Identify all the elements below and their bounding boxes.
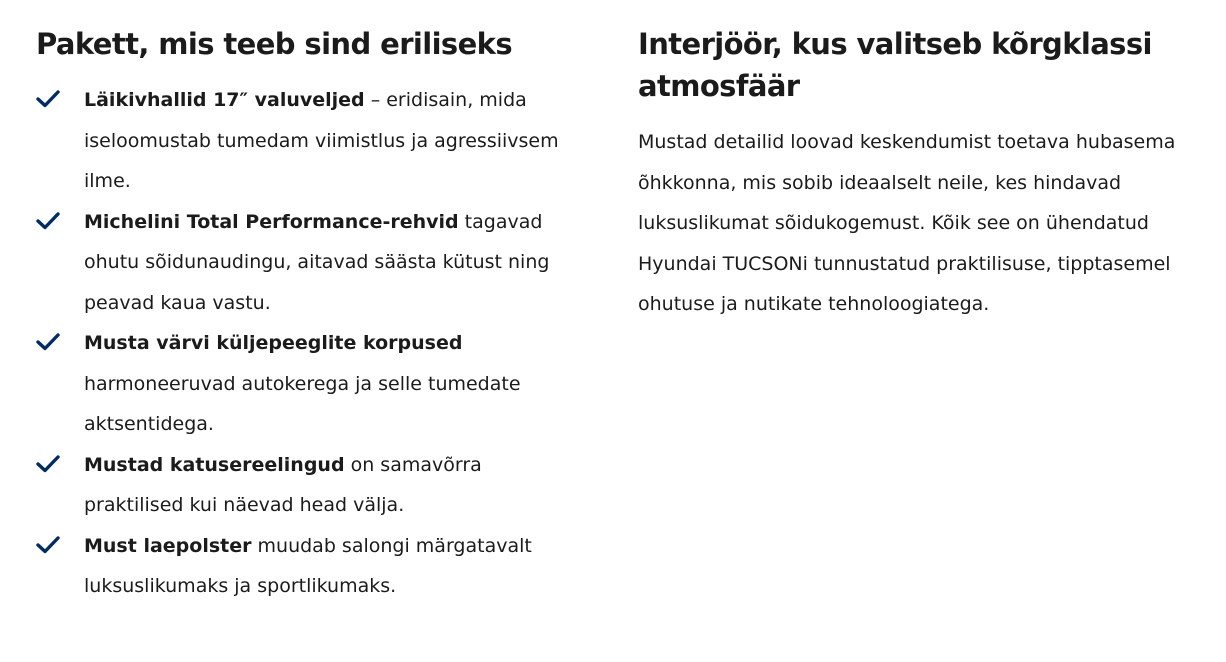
feature-title: Michelini Total Performance-rehvid — [84, 210, 459, 233]
checkmark-icon — [36, 333, 60, 351]
feature-description: – eridisain, mida iseloomustab tumedam viimistlus ja agressiivsem ilme. — [84, 89, 559, 192]
feature-description: harmoneeruvad autokerega ja selle tumedate aktsentidega. — [84, 372, 521, 435]
checkmark-icon — [36, 90, 60, 108]
feature-item-mirrors — [36, 323, 571, 445]
feature-title: Must laepolster — [84, 534, 252, 557]
checkmark-icon — [36, 455, 60, 473]
feature-title: Läikivhallid 17″ valuveljed — [84, 89, 365, 111]
feature-list — [36, 80, 571, 607]
feature-description: muudab salongi märgatavalt luksuslikumaks ja sportlikumaks. — [84, 534, 532, 597]
interior-heading: Interjöör, kus valitseb kõrgklassi atmosfäär — [638, 27, 1152, 103]
feature-description: tagavad ohutu sõidunaudingu, aitavad säästa kütust ning peavad kaua vastu. — [84, 210, 550, 314]
package-heading: Pakett, mis teeb sind eriliseks — [36, 27, 513, 61]
feature-item-wheels — [36, 80, 571, 202]
feature-title: Mustad katusereelingud — [84, 453, 345, 476]
feature-item-tires — [36, 202, 571, 324]
checkmark-icon — [36, 536, 60, 554]
interior-paragraph: Mustad detailid loovad keskendumist toetava hubasema õhkkonna, mis sobib ideaalselt neile, kes hindavad luksuslikumat sõidukogemust. Kõik see on ühendatud Hyundai TUCSONi tunnustatud praktilisuse, tipptasemel ohutuse ja nutikate tehnoloogiatega. — [638, 131, 1176, 316]
feature-item-roof-rails — [36, 445, 571, 526]
checkmark-icon — [36, 212, 60, 230]
feature-title: Musta värvi küljepeeglite korpused — [84, 332, 463, 354]
feature-item-headliner — [36, 526, 571, 607]
feature-description: on samavõrra praktilised kui näevad head välja. — [84, 453, 482, 516]
